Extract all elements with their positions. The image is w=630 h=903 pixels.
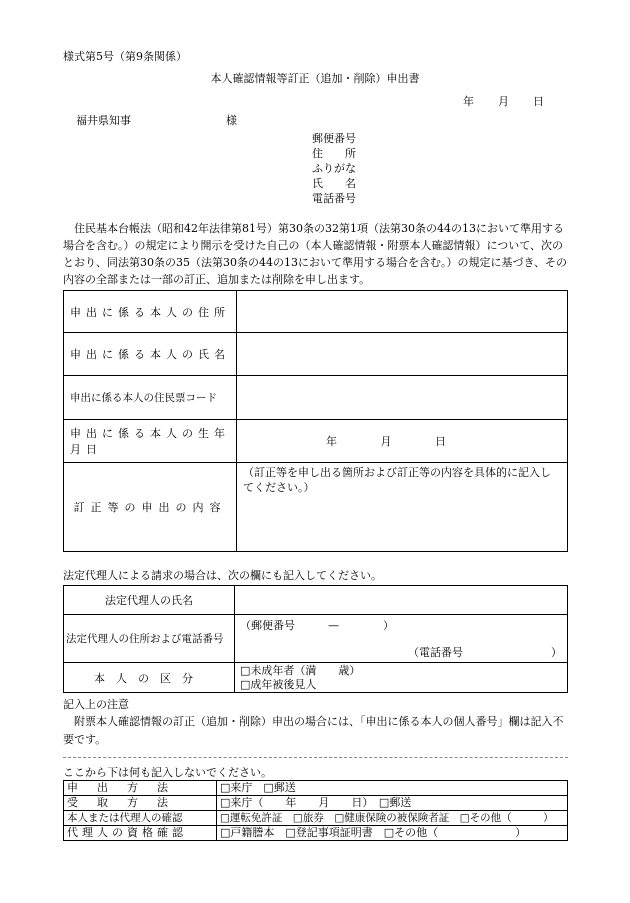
office-method-label: 申出方法 xyxy=(64,781,217,796)
form-number: 様式第5号（第9条関係） xyxy=(63,50,187,63)
birth-label: 申出に係る本人の生年月日 xyxy=(64,420,237,463)
category-field xyxy=(235,663,568,693)
agent-address-field[interactable] xyxy=(235,615,568,663)
code-label: 申出に係る本人の住民票コード xyxy=(64,376,237,420)
name-field[interactable] xyxy=(237,333,568,376)
intro-text: 住民基本台帳法（昭和42年法律第81号）第30条の32第1項（法第30条の44の13において準用する場合を含む。）の規定により開示を受けた自己の（本人確認情報・附票本人確認情報）について、次のとおり、同法第30条の35（法第30条の44の13において準用する場合を含む。）の規定に基づき、その内容の全部または一部の訂正、追加または削除を申し出ます。 xyxy=(63,222,568,286)
agent-address-label: 法定代理人の住所および電話番号 xyxy=(64,615,235,663)
guardian-checkbox[interactable]: □成年被後見人 xyxy=(240,677,317,691)
notes-text: 附票本人確認情報の訂正（追加・削除）申出の場合には、「申出に係る本人の個人番号」欄は記入不要です。 xyxy=(63,715,564,746)
agent-postal: （郵便番号 — ） xyxy=(240,619,394,632)
address-label: 申出に係る本人の住所 xyxy=(64,291,237,333)
content-field[interactable] xyxy=(237,463,568,552)
addressee-honorific: 様 xyxy=(226,114,237,127)
agent-table xyxy=(63,585,568,693)
page-title: 本人確認情報等訂正（追加・削除）申出書 xyxy=(210,72,420,85)
birth-month: 月 xyxy=(380,435,392,448)
agent-name-label: 法定代理人の氏名 xyxy=(64,586,235,615)
field-address: 住 所 xyxy=(312,147,356,160)
office-receive-label: 受取方法 xyxy=(64,796,217,811)
office-table xyxy=(63,780,568,841)
office-receive-value: □来庁（ 年 月 日） □郵送 xyxy=(217,796,568,811)
content-label: 訂正等の申出の内容 xyxy=(64,463,237,552)
office-identity-value: □運転免許証 □旅券 □健康保険の被保険者証 □その他（ ） xyxy=(217,811,568,826)
date-year: 年 xyxy=(463,95,474,108)
address-field[interactable] xyxy=(237,291,568,333)
cut-line xyxy=(63,757,568,758)
agent-phone: （電話番号 ） xyxy=(408,646,562,659)
office-method-value: □来庁 □郵送 xyxy=(217,781,568,796)
name-label: 申出に係る本人の氏名 xyxy=(64,333,237,376)
office-agent-value: □戸籍謄本 □登記事項証明書 □その他（ ） xyxy=(217,826,568,841)
birth-field[interactable] xyxy=(237,420,568,463)
minor-checkbox[interactable]: □未成年者（満 歳） xyxy=(240,663,361,677)
content-note: （訂正等を申し出る箇所および訂正等の内容を具体的に記入してください。） xyxy=(243,466,551,494)
code-field[interactable] xyxy=(237,376,568,420)
agent-name-field[interactable] xyxy=(235,586,568,615)
office-identity-label: 本人または代理人の確認 xyxy=(64,811,217,826)
birth-year: 年 xyxy=(326,435,337,448)
addressee-name: 福井県知事 xyxy=(76,114,131,127)
notes-heading: 記入上の注意 xyxy=(63,698,129,711)
request-table xyxy=(63,290,568,552)
office-agent-label: 代理人の資格確認 xyxy=(64,826,217,841)
office-heading: ここから下は何も記入しないでください。 xyxy=(63,766,272,779)
field-phone: 電話番号 xyxy=(312,192,356,205)
applicant-fields xyxy=(312,131,356,206)
date-month: 月 xyxy=(498,95,509,108)
field-postal: 郵便番号 xyxy=(312,132,356,145)
category-label: 本人の区分 xyxy=(64,663,235,693)
agent-intro: 法定代理人による請求の場合は、次の欄にも記入してください。 xyxy=(63,569,382,582)
field-furigana: ふりがな xyxy=(312,162,356,175)
field-name: 氏 名 xyxy=(312,177,356,190)
date-day: 日 xyxy=(533,95,544,108)
birth-day: 日 xyxy=(435,435,446,448)
